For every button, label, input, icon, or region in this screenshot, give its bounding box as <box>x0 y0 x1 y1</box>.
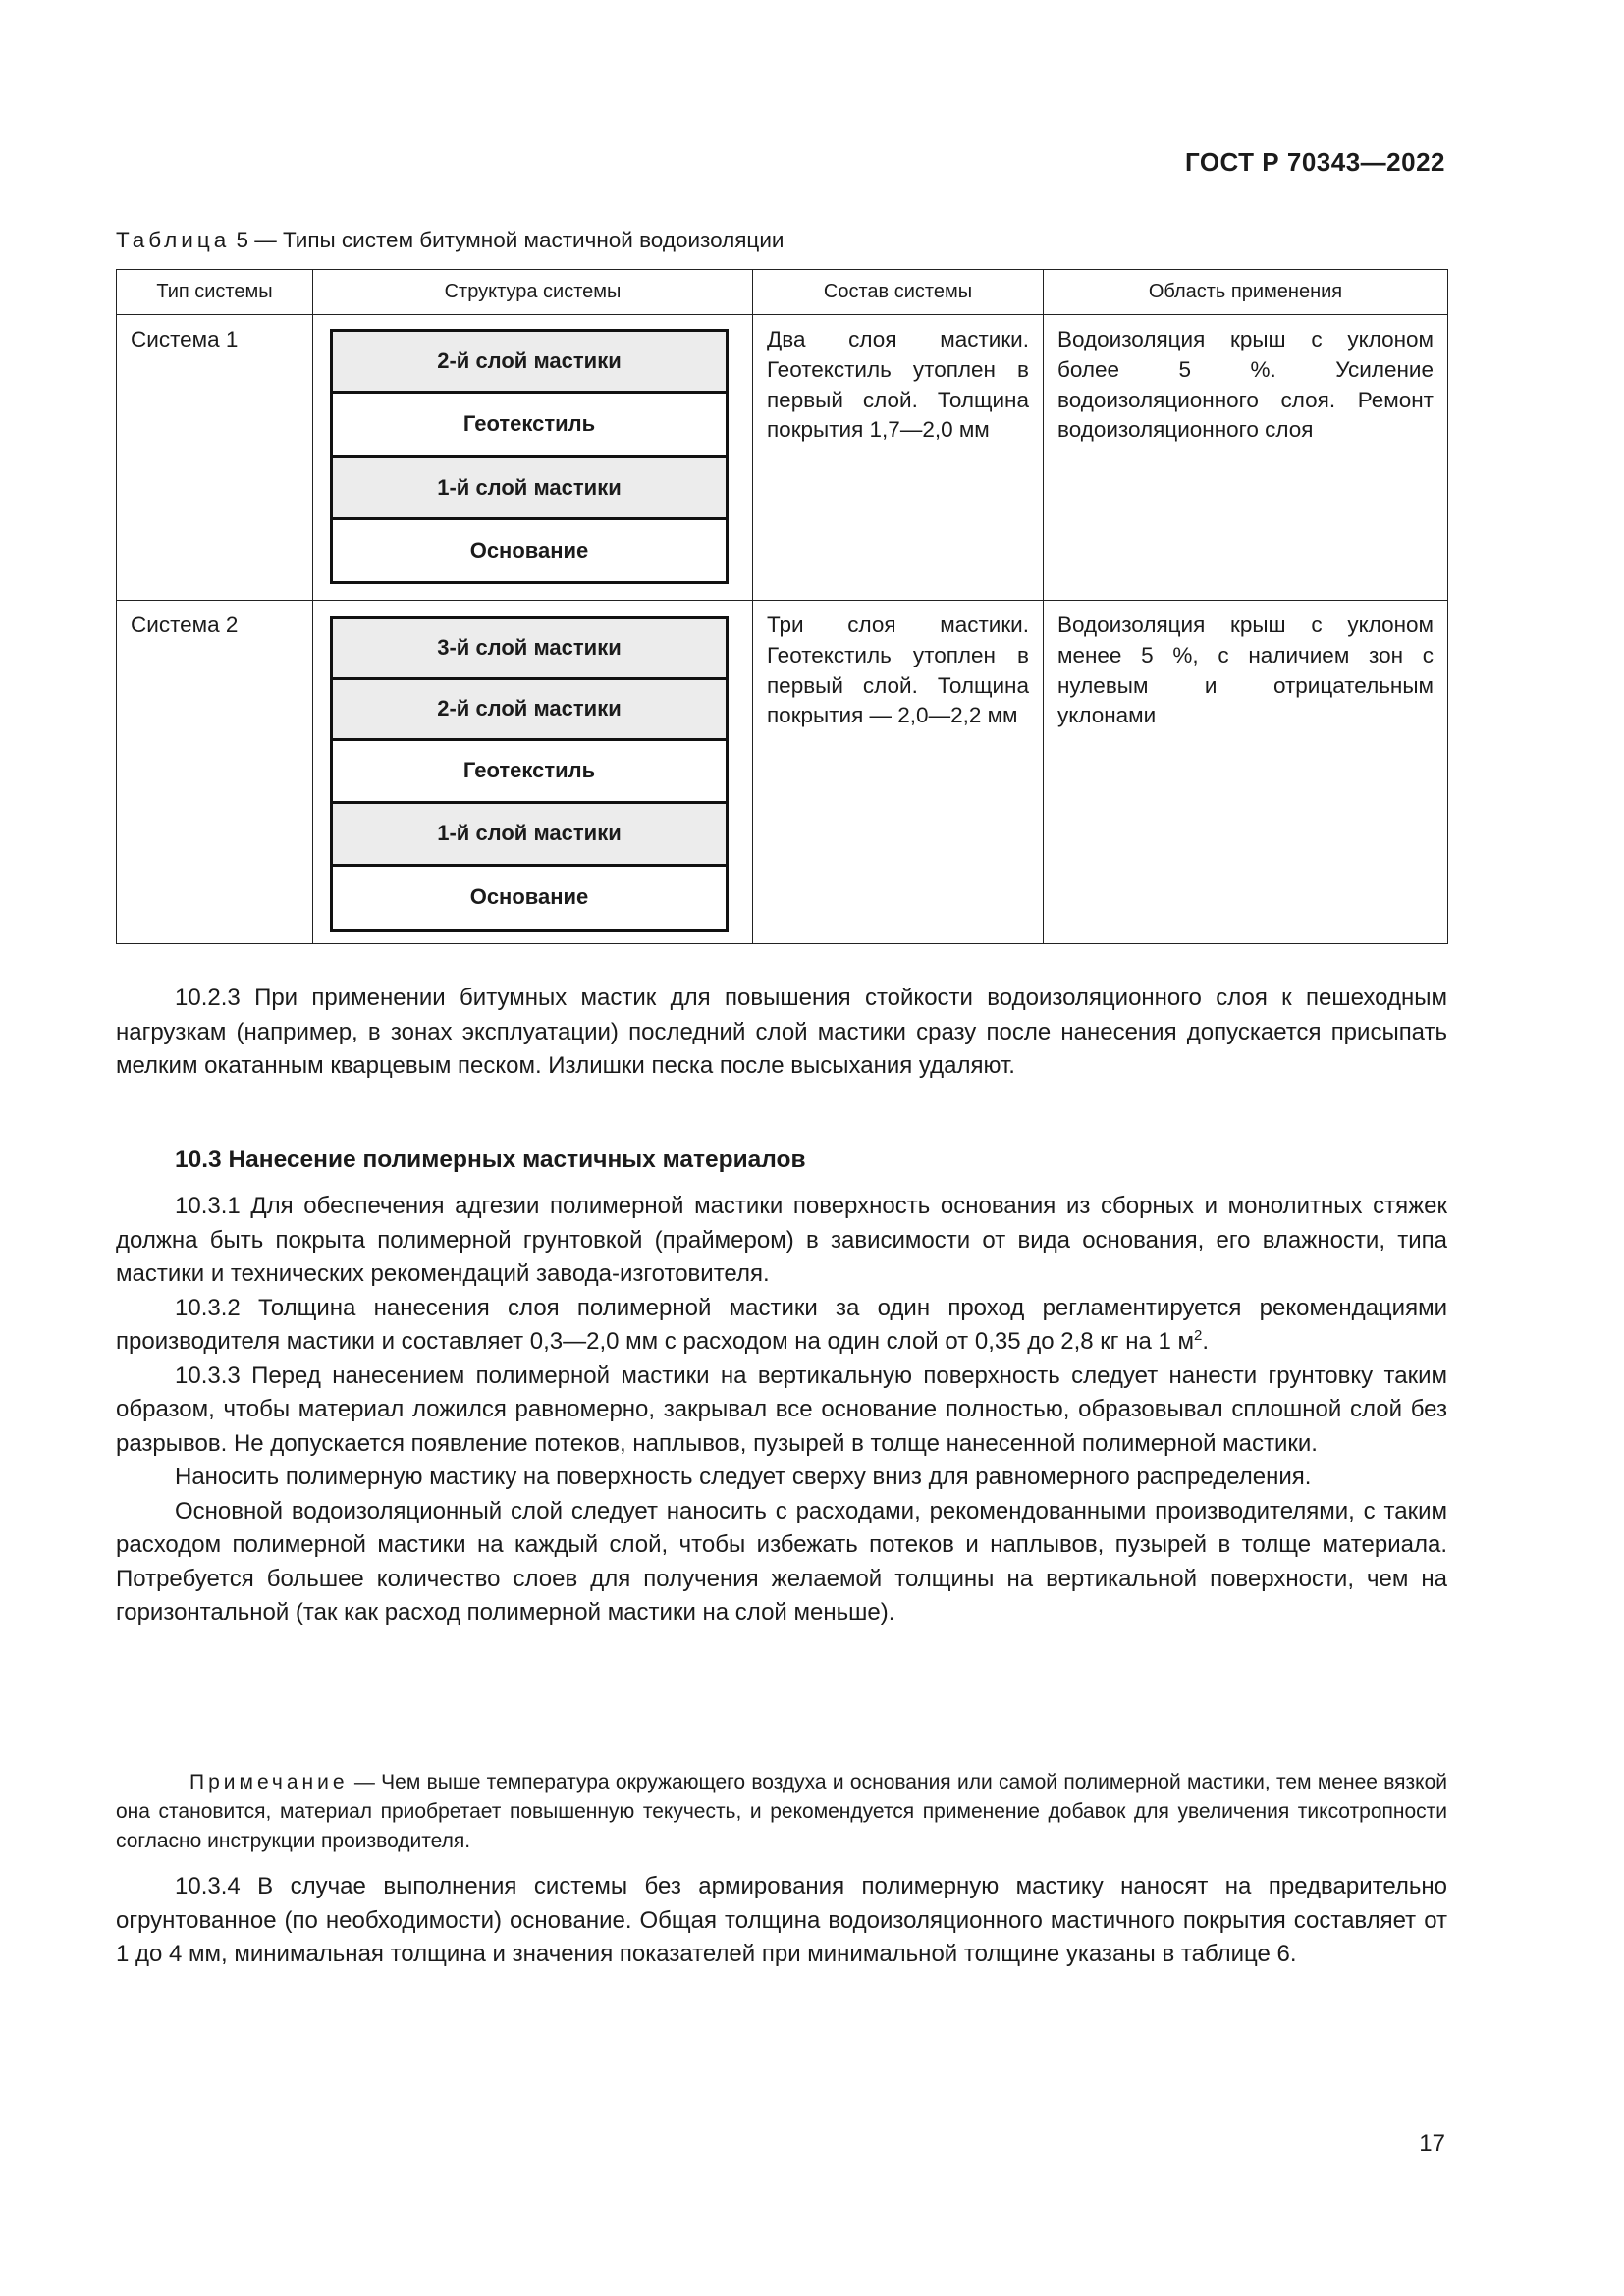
paragraph: 10.2.3 При применении битумных мастик для повышения стойкости водоизоляционного слоя к пешеходным нагрузкам (например, в зонах эксплуатации) последний слой мастики сразу после нанесения допускается присыпать мелким окатанным кварцевым песком. Излишки песка после высыхания удаляют. <box>116 985 1447 1079</box>
system-structure-cell <box>313 315 753 601</box>
clauses-10-3 <box>116 1190 1447 1630</box>
paragraph: 10.3.3 Перед нанесением полимерной мастики на вертикальную поверхность следует нанести грунтовку таким образом, чтобы материал ложился равномерно, закрывал все основание полностью, образовывал сплошной слой без разрывов. Не допускается появление потеков, наплывов, пузырей в толще нанесенной полимерной мастики. <box>116 1362 1447 1457</box>
systems-table <box>116 269 1448 944</box>
note-label: Примечание <box>189 1771 349 1793</box>
system-type-cell: Система 2 <box>117 601 313 944</box>
table-header-row <box>117 270 1448 315</box>
system-application-cell: Водоизоляция крыш с уклоном более 5 %. Усиление водоизоляционного слоя. Ремонт водоизоляционного слоя <box>1044 315 1448 601</box>
layer-box: Геотекстиль <box>333 741 726 804</box>
clause-10-2-3 <box>116 982 1447 1084</box>
table-row <box>117 315 1448 601</box>
system-composition-cell: Три слоя мастики. Геотекстиль утоплен в первый слой. Толщина покрытия — 2,0—2,2 мм <box>753 601 1044 944</box>
system-composition-cell: Два слоя мастики. Геотекстиль утоплен в первый слой. Толщина покрытия 1,7—2,0 мм <box>753 315 1044 601</box>
note-paragraph <box>116 1768 1447 1856</box>
layer-box: 1-й слой мастики <box>333 804 726 867</box>
layer-box: 3-й слой мастики <box>333 619 726 680</box>
system-structure-cell <box>313 601 753 944</box>
paragraph-text: 10.3.2 Толщина нанесения слоя полимерной мастики за один проход регламентируется рекомендациями производителя мастики и составляет 0,3—2,0 мм с расходом на один слой от 0,35 до 2,8 кг на 1 м <box>116 1294 1447 1355</box>
header-composition: Состав системы <box>753 270 1044 315</box>
layer-box: 2-й слой мастики <box>333 332 726 394</box>
page-number: 17 <box>1419 2130 1445 2157</box>
paragraph: Наносить полимерную мастику на поверхность следует сверху вниз для равномерного распределения. <box>175 1464 1312 1490</box>
header-type: Тип системы <box>117 270 313 315</box>
note <box>116 1768 1447 1856</box>
layer-box: Основание <box>469 884 589 910</box>
header-application: Область применения <box>1044 270 1448 315</box>
table-caption-text: 5 — Типы систем битумной мастичной водоизоляции <box>230 228 785 252</box>
layer-box: Геотекстиль <box>333 394 726 458</box>
layer-diagram <box>330 329 729 584</box>
layer-diagram <box>330 616 729 932</box>
table-caption-word: Таблица <box>116 228 231 252</box>
document-code: ГОСТ Р 70343—2022 <box>1184 147 1445 177</box>
clause-10-3-4 <box>116 1870 1447 1972</box>
table-row <box>117 601 1448 944</box>
layer-box: 1-й слой мастики <box>333 458 726 520</box>
paragraph: Основной водоизоляционный слой следует наносить с расходами, рекомендованными производителями, с таким расходом полимерной мастики на каждый слой, чтобы избежать потеков и наплывов, пузырей в толще материала. Потребуется большее количество слоев для получения желаемой толщины на вертикальной поверхности, чем на горизонтальной (так как расход полимерной мастики на слой меньше). <box>116 1497 1447 1626</box>
header-structure: Структура системы <box>313 270 753 315</box>
paragraph: 10.3.1 Для обеспечения адгезии полимерной мастики поверхность основания из сборных и монолитных стяжек должна быть покрыта полимерной грунтовкой (праймером) в зависимости от вида основания, его влажности, типа мастики и технических рекомендаций завода-изготовителя. <box>116 1193 1447 1287</box>
layer-box: 2-й слой мастики <box>333 680 726 741</box>
system-type-cell: Система 1 <box>117 315 313 601</box>
superscript: 2 <box>1193 1327 1203 1344</box>
section-heading: 10.3 Нанесение полимерных мастичных материалов <box>175 1147 806 1173</box>
note-text: — Чем выше температура окружающего воздуха и основания или самой полимерной мастики, тем менее вязкой она становится, материал приобретает повышенную текучесть, и рекомендуется применение добавок для увеличения тиксотропности согласно инструкции производителя. <box>116 1771 1447 1852</box>
table-caption <box>116 228 784 253</box>
layer-box: Основание <box>469 537 589 562</box>
system-application-cell: Водоизоляция крыш с уклоном менее 5 %, с наличием зон с нулевым и отрицательным уклонами <box>1044 601 1448 944</box>
paragraph-end: . <box>1202 1328 1209 1355</box>
paragraph: 10.3.4 В случае выполнения системы без армирования полимерную мастику наносят на предварительно огрунтованное (по необходимости) основание. Общая толщина водоизоляционного мастичного покрытия составляет от 1 до 4 мм, минимальная толщина и значения показателей при минимальной толщине указаны в таблице 6. <box>116 1873 1447 1967</box>
paragraph <box>116 1292 1447 1360</box>
